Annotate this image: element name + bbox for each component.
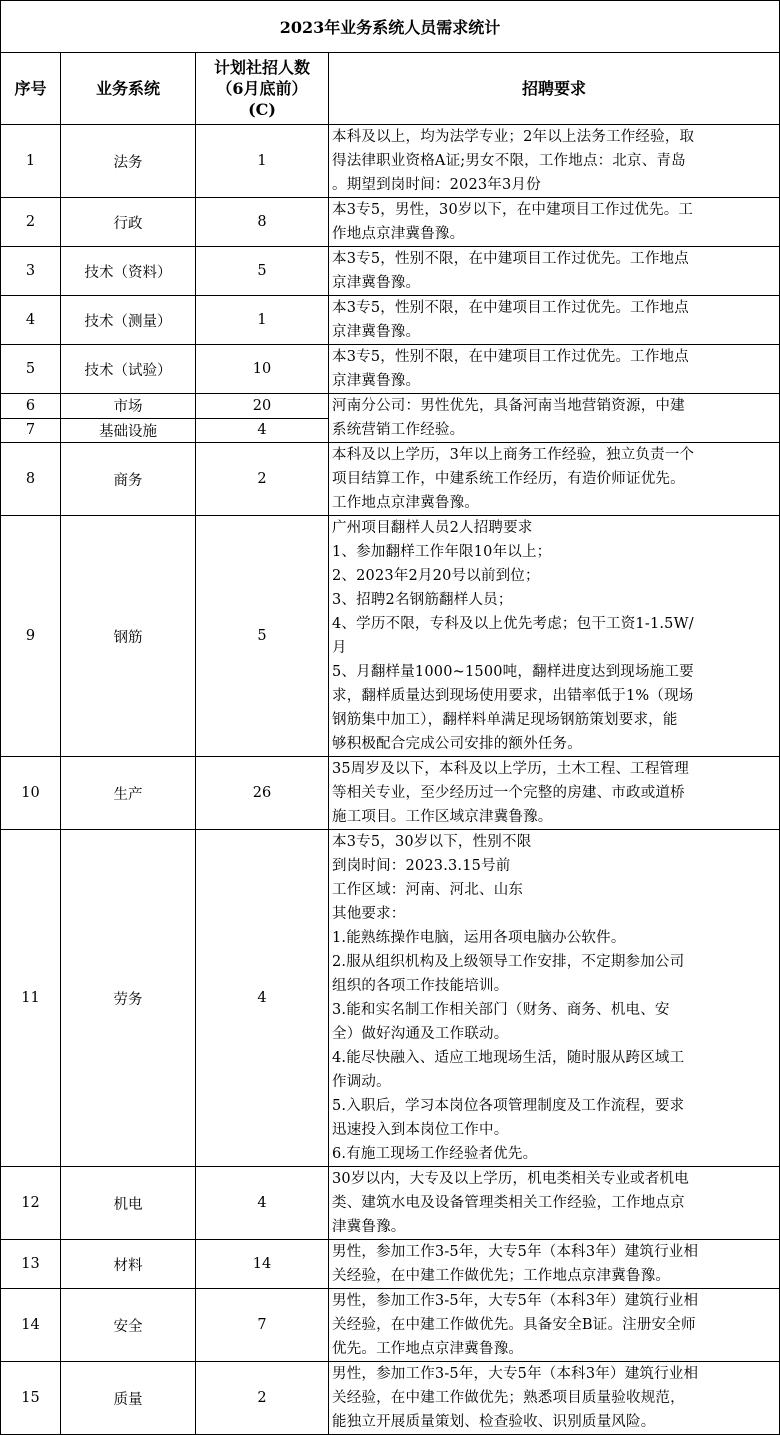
requirement-line: 迅速投入到本岗位工作中。 [332,1122,509,1138]
requirement-line: 河南分公司：男性优先，具备河南当地营销资源，中建 [332,398,685,414]
requirement-line: 35周岁及以下，本科及以上学历，土木工程、工程管理 [332,761,689,777]
seq-cell: 1 [1,125,61,198]
requirement-line: 够积极配合完成公司安排的额外任务。 [332,736,582,752]
system-cell: 机电 [61,1167,196,1240]
requirement-line: 月 [332,640,347,656]
header-system: 业务系统 [61,53,196,125]
requirement-line: 男性，参加工作3-5年，大专5年（本科3年）建筑行业相 [332,1293,699,1309]
header-plan-line1: 计划社招人数 [213,58,310,77]
seq-cell: 9 [1,516,61,757]
requirement-line: 本3专5，性别不限，在中建项目工作过优先。工作地点 [332,349,689,365]
header-plan-line2: （6月底前） [216,79,308,98]
requirement-line: 到岗时间：2023.3.15号前 [332,858,511,874]
count-cell: 10 [196,345,329,394]
seq-cell: 6 [1,394,61,419]
requirement-line: 得法律职业资格A证;男女不限，工作地点：北京、青岛 [332,153,686,169]
requirement-cell [329,247,780,296]
system-cell: 基础设施 [61,418,196,443]
count-cell: 2 [196,1362,329,1435]
seq-cell: 10 [1,757,61,830]
requirement-line: 类、建筑水电及设备管理类相关工作经验，工作地点京 [332,1195,685,1211]
requirement-line: 4.能尽快融入、适应工地现场生活，随时服从跨区域工 [332,1050,685,1066]
seq-cell: 15 [1,1362,61,1435]
system-cell: 劳务 [61,830,196,1167]
seq-cell: 14 [1,1289,61,1362]
table-row [1,345,780,394]
table-row [1,1167,780,1240]
requirement-line: 5、月翻样量1000~1500吨，翻样进度达到现场施工要 [332,664,694,680]
seq-cell: 5 [1,345,61,394]
system-cell: 生产 [61,757,196,830]
table-row [1,516,780,757]
table-row [1,1362,780,1435]
system-cell: 行政 [61,198,196,247]
requirement-cell [329,443,780,516]
title-row [1,1,780,53]
requirement-line: 钢筋集中加工），翻样料单满足现场钢筋策划要求，能 [332,712,678,728]
seq-cell: 11 [1,830,61,1167]
count-cell: 1 [196,296,329,345]
seq-cell: 4 [1,296,61,345]
seq-cell: 13 [1,1240,61,1289]
requirement-line: 津冀鲁豫。 [332,1219,406,1235]
table-row [1,198,780,247]
requirement-line: 2、2023年2月20号以前到位； [332,568,540,584]
count-cell: 5 [196,247,329,296]
requirement-cell [329,1362,780,1435]
requirement-line: 工作区域：河南、河北、山东 [332,882,524,898]
requirement-line: 本3专5，性别不限，在中建项目工作过优先。工作地点 [332,251,689,267]
system-cell: 技术（资料） [61,247,196,296]
table-row [1,125,780,198]
requirement-line: 关经验，在中建工作做优先。具备安全B证。注册安全师 [332,1317,696,1333]
requirement-cell [329,757,780,830]
requirement-line: 本科及以上学历，3年以上商务工作经验，独立负责一个 [332,447,695,463]
table-row [1,394,780,419]
requirement-line: 关经验，在中建工作做优先；熟悉项目质量验收规范， [332,1390,685,1406]
header-row [1,53,780,125]
requirement-line: 作调动。 [332,1074,391,1090]
requirement-line: 男性，参加工作3-5年，大专5年（本科3年）建筑行业相 [332,1244,699,1260]
requirement-line: 2.服从组织机构及上级领导工作安排，不定期参加公司 [332,954,685,970]
count-cell: 26 [196,757,329,830]
requirement-line: 。期望到岗时间：2023年3月份 [332,177,541,193]
requirement-cell [329,198,780,247]
count-cell: 1 [196,125,329,198]
requirement-cell [329,1240,780,1289]
system-cell: 法务 [61,125,196,198]
count-cell: 4 [196,1167,329,1240]
requirement-line: 求，翻样质量达到现场使用要求，出错率低于1%（现场 [332,688,694,704]
requirement-line: 广州项目翻样人员2人招聘要求 [332,520,533,536]
requirement-line: 工作地点京津冀鲁豫。 [332,495,479,511]
table-body [1,125,780,1435]
seq-cell: 3 [1,247,61,296]
requirement-line: 作地点京津冀鲁豫。 [332,226,465,242]
header-seq: 序号 [1,53,61,125]
count-cell: 5 [196,516,329,757]
requirement-cell [329,830,780,1167]
table-title: 2023年业务系统人员需求统计 [1,1,780,53]
requirement-line: 6.有施工现场工作经验者优先。 [332,1146,538,1162]
requirement-cell [329,296,780,345]
count-cell: 4 [196,830,329,1167]
requirement-line: 全）做好沟通及工作联动。 [332,1026,509,1042]
requirement-line: 项目结算工作，中建系统工作经历，有造价师证优先。 [332,471,685,487]
requirement-line: 3、招聘2名钢筋翻样人员； [332,592,513,608]
header-plan-count [196,53,329,125]
requirement-line: 本3专5，性别不限，在中建项目工作过优先。工作地点 [332,300,689,316]
requirement-line: 施工项目。工作区域京津冀鲁豫。 [332,809,553,825]
table-row [1,443,780,516]
requirement-line: 等相关专业，至少经历过一个完整的房建、市政或道桥 [332,785,685,801]
table-row [1,1240,780,1289]
count-cell: 20 [196,394,329,419]
requirement-line: 优先。工作地点京津冀鲁豫。 [332,1341,524,1357]
count-cell: 14 [196,1240,329,1289]
requirement-line: 男性，参加工作3-5年，大专5年（本科3年）建筑行业相 [332,1366,699,1382]
table-row [1,296,780,345]
requirement-line: 京津冀鲁豫。 [332,275,421,291]
requirement-line: 1、参加翻样工作年限10年以上； [332,544,552,560]
requirement-line: 本科及以上，均为法学专业；2年以上法务工作经验，取 [332,129,695,145]
requirement-line: 1.能熟练操作电脑，运用各项电脑办公软件。 [332,930,626,946]
count-cell: 8 [196,198,329,247]
requirement-cell [329,125,780,198]
system-cell: 质量 [61,1362,196,1435]
system-cell: 技术（试验） [61,345,196,394]
system-cell: 钢筋 [61,516,196,757]
count-cell: 7 [196,1289,329,1362]
header-plan-line3: (C) [248,100,276,119]
seq-cell: 2 [1,198,61,247]
requirement-cell [329,1289,780,1362]
requirement-line: 本3专5，男性，30岁以下，在中建项目工作过优先。工 [332,202,694,218]
requirement-line: 30岁以内，大专及以上学历，机电类相关专业或者机电 [332,1171,689,1187]
requirement-cell [329,394,780,443]
requirement-line: 3.能和实名制工作相关部门（财务、商务、机电、安 [332,1002,670,1018]
requirement-cell [329,1167,780,1240]
system-cell: 市场 [61,394,196,419]
seq-cell: 8 [1,443,61,516]
system-cell: 商务 [61,443,196,516]
header-requirements: 招聘要求 [329,53,780,125]
requirement-line: 5.入职后，学习本岗位各项管理制度及工作流程，要求 [332,1098,685,1114]
count-cell: 2 [196,443,329,516]
requirement-line: 4、学历不限，专科及以上优先考虑；包干工资1-1.5W/ [332,616,694,632]
table-row [1,757,780,830]
seq-cell: 7 [1,418,61,443]
requirement-line: 其他要求： [332,906,406,922]
requirement-cell [329,516,780,757]
requirement-line: 本3专5，30岁以下，性别不限 [332,834,532,850]
system-cell: 技术（测量） [61,296,196,345]
seq-cell: 12 [1,1167,61,1240]
requirement-line: 组织的各项工作技能培训。 [332,978,509,994]
requirement-line: 关经验，在中建工作做优先；工作地点京津冀鲁豫。 [332,1268,671,1284]
table-row [1,1289,780,1362]
requirement-line: 系统营销工作经验。 [332,422,465,438]
requirement-line: 能独立开展质量策划、检查验收、识别质量风险。 [332,1414,656,1430]
requirement-line: 京津冀鲁豫。 [332,373,421,389]
table-row [1,247,780,296]
system-cell: 材料 [61,1240,196,1289]
system-cell: 安全 [61,1289,196,1362]
table-row [1,830,780,1167]
count-cell: 4 [196,418,329,443]
requirement-cell [329,345,780,394]
requirement-line: 京津冀鲁豫。 [332,324,421,340]
